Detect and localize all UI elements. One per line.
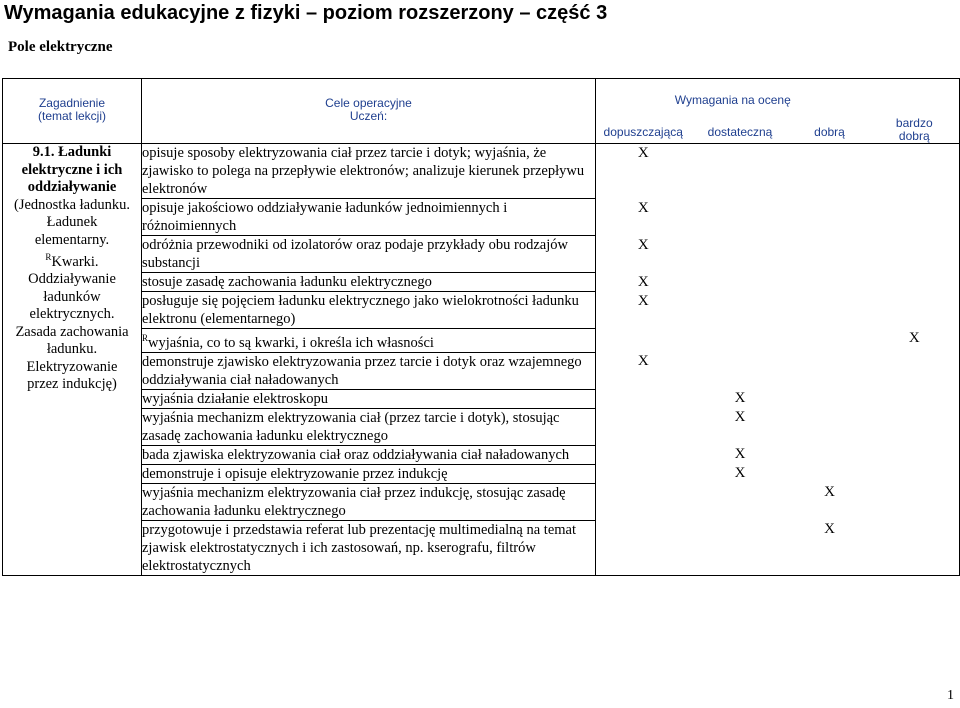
grade-cell: [790, 445, 870, 464]
grade-cell: [691, 445, 790, 464]
page-number: 1: [947, 688, 954, 703]
grade-cell: [691, 329, 790, 353]
grade-cell: [596, 389, 691, 408]
table-row: [3, 199, 960, 236]
topic-line: ładunków: [43, 288, 101, 305]
grade-label-bardzo-dobra: bardzo dobrą: [895, 116, 933, 143]
objective-cell: [142, 144, 596, 199]
objective-text: wyjaśnia, co to są kwarki, i określa ich własności: [148, 334, 434, 351]
grade-cell: [870, 408, 960, 445]
objective-cell: [142, 352, 596, 389]
grade-cell: [870, 352, 960, 389]
grade-cell: [870, 236, 960, 273]
table-row: [3, 483, 960, 520]
grade-cell: [691, 199, 790, 236]
grade-cell: [870, 292, 960, 329]
objective-text: wyjaśnia mechanizm elektryzowania ciał (przez tarcie i dotyk), stosując zasadę zachowania ładunku elektrycznego: [142, 409, 560, 444]
objective-text: odróżnia przewodniki od izolatorów oraz podaje przykłady obu rodzajów substancji: [142, 237, 568, 271]
objective-cell: [142, 292, 596, 329]
objective-cell: [142, 236, 596, 273]
table-row: [3, 464, 960, 483]
grade-cell: [596, 352, 691, 389]
topic-line: Zasada zachowania: [15, 323, 129, 340]
objective-cell: [142, 520, 596, 575]
grade-cell: [596, 483, 691, 520]
table-row: [3, 389, 960, 408]
grade-cell: [870, 483, 960, 520]
topic-line: elementarny.: [34, 231, 110, 248]
grade-mark: X: [734, 390, 746, 407]
topic-sup: R: [45, 252, 52, 262]
grade-mark: X: [637, 199, 649, 216]
grade-cell: [790, 464, 870, 483]
objective-cell: [142, 199, 596, 236]
grade-cell: [790, 199, 870, 236]
table-row: [3, 352, 960, 389]
objective-cell: [142, 483, 596, 520]
table-row: [3, 144, 960, 199]
page-title: Wymagania edukacyjne z fizyki – poziom rozszerzony – część 3: [4, 2, 608, 24]
grade-mark: X: [824, 484, 835, 501]
grade-mark: X: [734, 446, 746, 463]
grade-cell: [596, 464, 691, 483]
grade-label-dostateczna: dostateczną: [707, 124, 773, 139]
grade-cell: [691, 483, 790, 520]
topic-line: przez indukcję): [27, 376, 117, 393]
grade-mark: X: [908, 329, 920, 346]
requirements-table: [2, 78, 960, 576]
header-grade-4: [870, 79, 960, 144]
table-row: [3, 292, 960, 329]
grade-cell: [870, 464, 960, 483]
table-row: [3, 236, 960, 273]
header-topic-sub: (temat lekcji): [37, 109, 106, 123]
grade-cell: [870, 520, 960, 575]
topic-line: ładunku.: [46, 341, 98, 358]
table-row: [3, 273, 960, 292]
grade-cell: [790, 408, 870, 445]
header-topic: [3, 79, 142, 144]
grade-mark: X: [637, 292, 649, 309]
topic-line: elektrycznych.: [29, 306, 115, 323]
grade-mark: X: [637, 236, 649, 253]
grade-cell: [691, 144, 790, 199]
grade-cell: [691, 236, 790, 273]
section-subtitle: Pole elektryczne: [8, 39, 113, 55]
header-objectives-sub: Uczeń:: [349, 109, 388, 123]
grade-cell: [596, 199, 691, 236]
grade-cell: [790, 352, 870, 389]
objective-text: wyjaśnia działanie elektroskopu: [142, 390, 329, 407]
topic-line: Ładunek: [46, 214, 98, 230]
grade-cell: [870, 199, 960, 236]
header-grades-label: Wymagania na ocenę: [674, 92, 791, 107]
grade-cell: [691, 352, 790, 389]
objective-text: opisuje sposoby elektryzowania ciał przez tarcie i dotyk; wyjaśnia, że zjawisko to polega na przepływie elektronów; analizuje kierunek przepływu elektronów: [142, 145, 585, 197]
topic-cell: [3, 144, 142, 576]
grade-cell: [870, 445, 960, 464]
grade-cell: [596, 236, 691, 273]
objective-sup: R: [142, 333, 149, 343]
topic-title: 9.1. Ładunki elektryczne i ich oddziaływanie: [21, 144, 123, 195]
table-row: [3, 445, 960, 464]
grade-mark: X: [637, 353, 649, 370]
objective-text: demonstruje i opisuje elektryzowanie przez indukcję: [142, 465, 448, 482]
topic-line: Oddziaływanie: [28, 271, 116, 288]
header-topic-label: Zagadnienie: [38, 96, 106, 110]
table-row: [3, 329, 960, 353]
grade-cell: [870, 389, 960, 408]
table-row: [3, 408, 960, 445]
grade-cell: [596, 329, 691, 353]
objective-text: przygotowuje i przedstawia referat lub prezentację multimedialną na temat zjawisk elektrostatycznych i ich zastosowań, np. kserografu, filtrów elektrostatycznych: [142, 521, 577, 574]
objective-text: demonstruje zjawisko elektryzowania przez tarcie i dotyk oraz wzajemnego oddziaływania ciał naładowanych: [142, 353, 582, 388]
grade-cell: [870, 144, 960, 199]
requirements-body: [3, 144, 960, 576]
objective-text: bada zjawiska elektryzowania ciał oraz oddziaływania ciał naładowanych: [142, 446, 570, 463]
topic-line: (Jednostka ładunku.: [14, 196, 130, 213]
grade-cell: [870, 329, 960, 353]
grade-cell: [596, 408, 691, 445]
grade-cell: [691, 273, 790, 292]
objective-cell: [142, 445, 596, 464]
grade-cell: [596, 292, 691, 329]
grade-cell: [870, 273, 960, 292]
table-row: [3, 520, 960, 575]
header-grade-1: [596, 121, 691, 143]
header-grade-2: [691, 121, 790, 143]
grade-mark: X: [734, 465, 746, 482]
grade-cell: [691, 408, 790, 445]
grade-cell: [790, 144, 870, 199]
grade-cell: [790, 329, 870, 353]
header-grade-3: [790, 121, 870, 143]
grade-cell: [596, 520, 691, 575]
header-objectives-label: Cele operacyjne: [325, 96, 412, 110]
grade-mark: X: [637, 145, 649, 161]
grade-cell: [691, 520, 790, 575]
grade-mark: X: [824, 521, 835, 538]
grade-cell: [691, 389, 790, 408]
objective-text: opisuje jakościowo oddziaływanie ładunków jednoimiennych i różnoimiennych: [142, 200, 508, 234]
grade-cell: [790, 483, 870, 520]
objective-text: posługuje się pojęciem ładunku elektrycznego jako wielokrotności ładunku elektronu (elementarnego): [142, 293, 579, 327]
objective-cell: [142, 273, 596, 292]
topic-line: Elektryzowanie: [26, 358, 118, 375]
grade-cell: [790, 292, 870, 329]
grade-cell: [790, 520, 870, 575]
objective-cell: [142, 464, 596, 483]
grade-cell: [596, 144, 691, 199]
objective-cell: [142, 408, 596, 445]
grade-cell: [596, 445, 691, 464]
objective-cell: [142, 389, 596, 408]
header-grades: [596, 79, 870, 122]
objective-cell: [142, 329, 596, 353]
grade-mark: X: [734, 409, 746, 426]
grade-mark: X: [637, 273, 649, 290]
grade-cell: [790, 389, 870, 408]
grade-cell: [691, 292, 790, 329]
header-objectives: [142, 79, 596, 144]
grade-cell: [790, 236, 870, 273]
grade-label-dobra: dobrą: [814, 124, 845, 139]
grade-label-dopuszczajaca: dopuszczającą: [603, 124, 683, 139]
grade-cell: [691, 464, 790, 483]
objective-text: stosuje zasadę zachowania ładunku elektrycznego: [142, 274, 432, 290]
grade-cell: [790, 273, 870, 292]
grade-cell: [596, 273, 691, 292]
objective-text: wyjaśnia mechanizm elektryzowania ciał przez indukcję, stosując zasadę zachowania ładunku elektrycznego: [142, 484, 566, 519]
topic-line: Kwarki.: [51, 253, 99, 270]
